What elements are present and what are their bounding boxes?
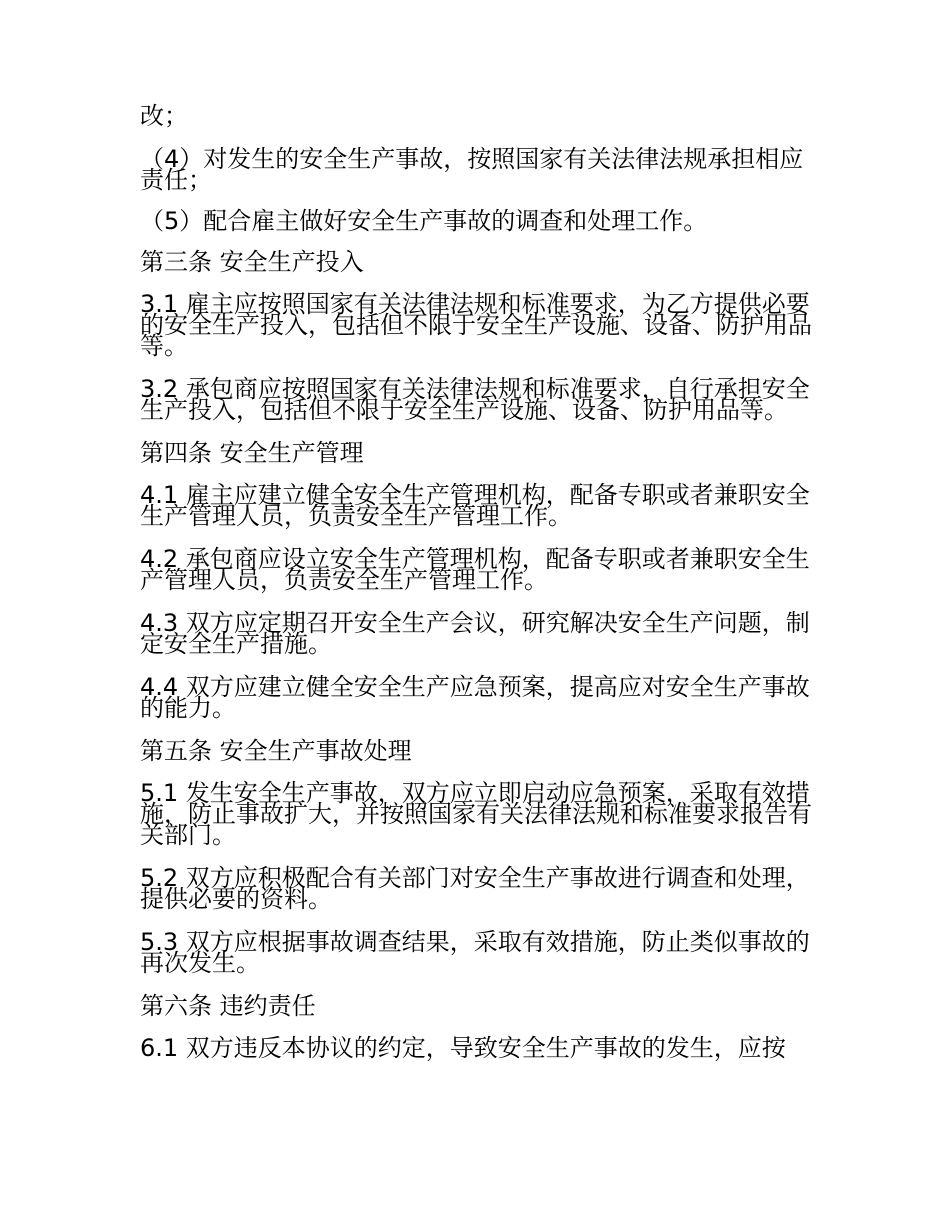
clause-5-3: 5.3 双方应根据事故调查结果，采取有效措施，防止类似事故的再次发生。 — [140, 928, 810, 977]
section-heading-5: 第五条 安全生产事故处理 — [140, 737, 412, 765]
clause-4-2: 4.2 承包商应设立安全生产管理机构，配备专职或者兼职安全生产管理人员，负责安全生产管理工作。 — [140, 545, 810, 594]
clause-5-2: 5.2 双方应积极配合有关部门对安全生产事故进行调查和处理，提供必要的资料。 — [140, 864, 810, 913]
clause-3-2: 3.2 承包商应按照国家有关法律法规和标准要求，自行承担安全生产投入，包括但不限于安全生产设施、设备、防护用品等。 — [140, 375, 810, 424]
document-page — [140, 102, 812, 1081]
section-heading-6: 第六条 违约责任 — [140, 992, 316, 1020]
clause-3-1: 3.1 雇主应按照国家有关法律法规和标准要求，为乙方提供必要的安全生产投入，包括但不限于安全生产设施、设备、防护用品等。 — [140, 290, 812, 360]
clause-5-1: 5.1 发生安全生产事故，双方应立即启动应急预案，采取有效措施，防止事故扩大，并按照国家有关法律法规和标准要求报告有关部门。 — [140, 779, 812, 849]
list-item-5: （5）配合雇主做好安全生产事故的调查和处理工作。 — [140, 207, 708, 235]
section-heading-4: 第四条 安全生产管理 — [140, 439, 364, 467]
section-heading-3: 第三条 安全生产投入 — [140, 248, 364, 276]
clause-4-4: 4.4 双方应建立健全安全生产应急预案，提高应对安全生产事故的能力。 — [140, 673, 810, 722]
paragraph-continuation: 改； — [140, 102, 188, 130]
clause-4-1: 4.1 雇主应建立健全安全生产管理机构，配备专职或者兼职安全生产管理人员，负责安全生产管理工作。 — [140, 481, 810, 530]
clause-6-1: 6.1 双方违反本协议的约定，导致安全生产事故的发生，应按 — [140, 1034, 786, 1062]
clause-4-3: 4.3 双方应定期召开安全生产会议，研究解决安全生产问题，制定安全生产措施。 — [140, 609, 810, 658]
list-item-4: （4）对发生的安全生产事故，按照国家有关法律法规承担相应责任； — [140, 145, 804, 194]
